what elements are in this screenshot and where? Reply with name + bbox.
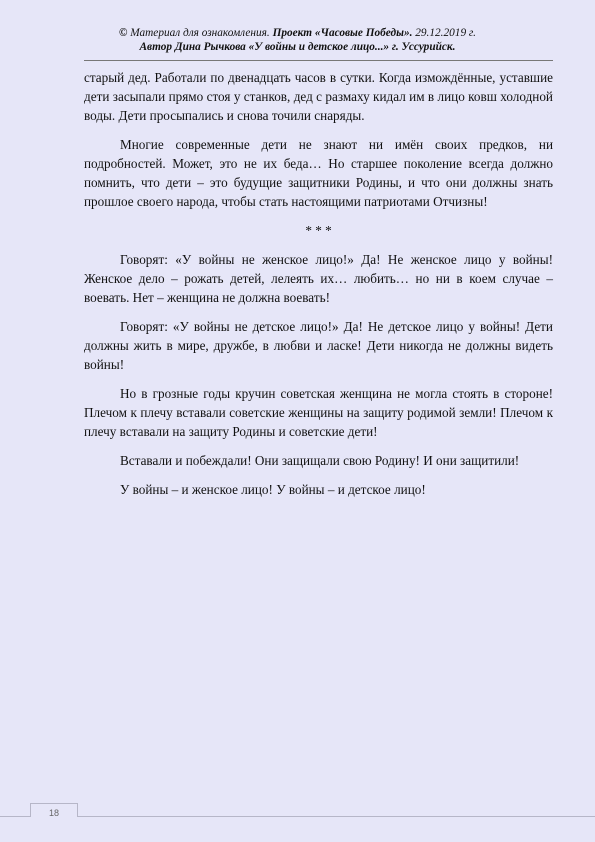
paragraph-continued: старый дед. Работали по двенадцать часов в сутки. Когда измождённые, уставшие дети засыпали прямо стоя у станков, дед с размаху кидал им в лицо ковш холодной воды. Дети просыпались и снова точили снаряды. — [84, 70, 553, 123]
header-line-1 — [40, 26, 555, 40]
copyright-symbol: © — [118, 27, 131, 39]
page-number: 18 — [48, 808, 59, 818]
header-line-2: Автор Дина Рычкова «У войны и детское лицо...» г. Уссурийск. — [139, 41, 456, 53]
footer-divider — [0, 816, 595, 817]
header-notice: Материал для ознакомления. — [130, 27, 273, 39]
paragraph: Многие современные дети не знают ни имён своих предков, ни подробностей. Может, это не их беда… Но старшее поколение всегда должно помнить, что дети – это будущие защитники Родины, и что они должны знать прошлое своего народа, чтобы стать настоящими патриотами Отчизны! — [84, 137, 553, 209]
header-divider — [84, 60, 553, 61]
paragraph: Говорят: «У войны не детское лицо!» Да! Не детское лицо у войны! Дети должны жить в мире, дружбе, в любви и ласке! Дети никогда не должны видеть войны! — [84, 319, 553, 372]
header-date: 29.12.2019 г. — [415, 27, 476, 39]
paragraph: Говорят: «У войны не женское лицо!» Да! Не женское лицо у войны! Женское дело – рожать детей, лелеять их… любить… но ни в коем случае – воевать. Нет – женщина не должна воевать! — [84, 252, 553, 305]
header-project: Проект «Часовые Победы». — [272, 27, 416, 39]
paragraph: У войны – и женское лицо! У войны – и детское лицо! — [120, 482, 426, 497]
section-separator: * * * — [305, 223, 332, 238]
document-body — [84, 68, 553, 509]
page-header — [40, 26, 555, 54]
paragraph: Вставали и побеждали! Они защищали свою Родину! И они защитили! — [120, 453, 520, 468]
paragraph: Но в грозные годы кручин советская женщина не могла стоять в стороне! Плечом к плечу вставали советские женщины на защиту родимой земли! Плечом к плечу вставали на защиту Родины и советские дети! — [84, 386, 553, 439]
